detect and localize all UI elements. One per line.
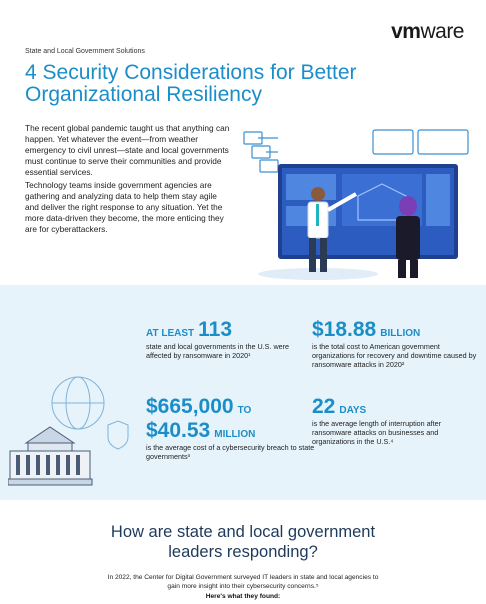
stat-ransomware-governments (146, 318, 311, 360)
stat-value: 22 (312, 395, 336, 418)
stat-value: $18.88 (312, 318, 377, 341)
stat-suffix: BILLION (380, 328, 421, 339)
section-body: In 2022, the Center for Digital Government surveyed IT leaders in state and local agencies to gain more insight into their cybersecurity concerns.⁵ (107, 574, 379, 590)
stat-interruption-days (312, 395, 477, 446)
stat-prefix: AT LEAST (146, 328, 195, 339)
stat-suffix: DAYS (339, 405, 367, 416)
intro-paragraph-1: The recent global pandemic taught us that anything can happen. Yet whatever the event—from weather emergency to civil unrest—state and local governments must continue to serve their communities and provide essential services. (25, 123, 230, 177)
stat-mid: TO (237, 405, 252, 416)
stat-text: is the average length of interruption after ransomware attacks on businesses and organizations in the U.S.⁴ (312, 419, 442, 446)
stat-value: 113 (198, 318, 233, 341)
stat-breach-cost (146, 395, 316, 461)
findings-lead: Here's what they found: (205, 593, 281, 600)
section-heading: How are state and local government leaders responding? (110, 523, 376, 561)
page-title: 4 Security Considerations for Better Organizational Resiliency (25, 61, 357, 106)
stat-text: is the average cost of a cybersecurity breach to state governments³ (146, 443, 315, 461)
stat-text: state and local governments in the U.S. were affected by ransomware in 2020¹ (146, 342, 290, 360)
stat-text: is the total cost to American government organizations for recovery and downtime caused by ransomware attacks in 2020² (312, 342, 477, 369)
capitol-building-illustration (8, 365, 138, 495)
security-illustration (238, 124, 478, 284)
stat-value-a: $665,000 (146, 395, 234, 418)
stat-ransomware-cost (312, 318, 477, 369)
intro-paragraph-2: Technology teams inside government agencies are gathering and analyzing data to help them stay agile and deliver the right response to any situation. Yet the more data-driven they become, the more enticing they are for cyberattackers. (25, 180, 224, 234)
stat-value-b: $40.53 (146, 419, 211, 442)
stat-suffix: MILLION (214, 429, 256, 440)
vmware-logo: vmware (391, 20, 464, 43)
eyebrow: State and Local Government Solutions (25, 48, 145, 55)
